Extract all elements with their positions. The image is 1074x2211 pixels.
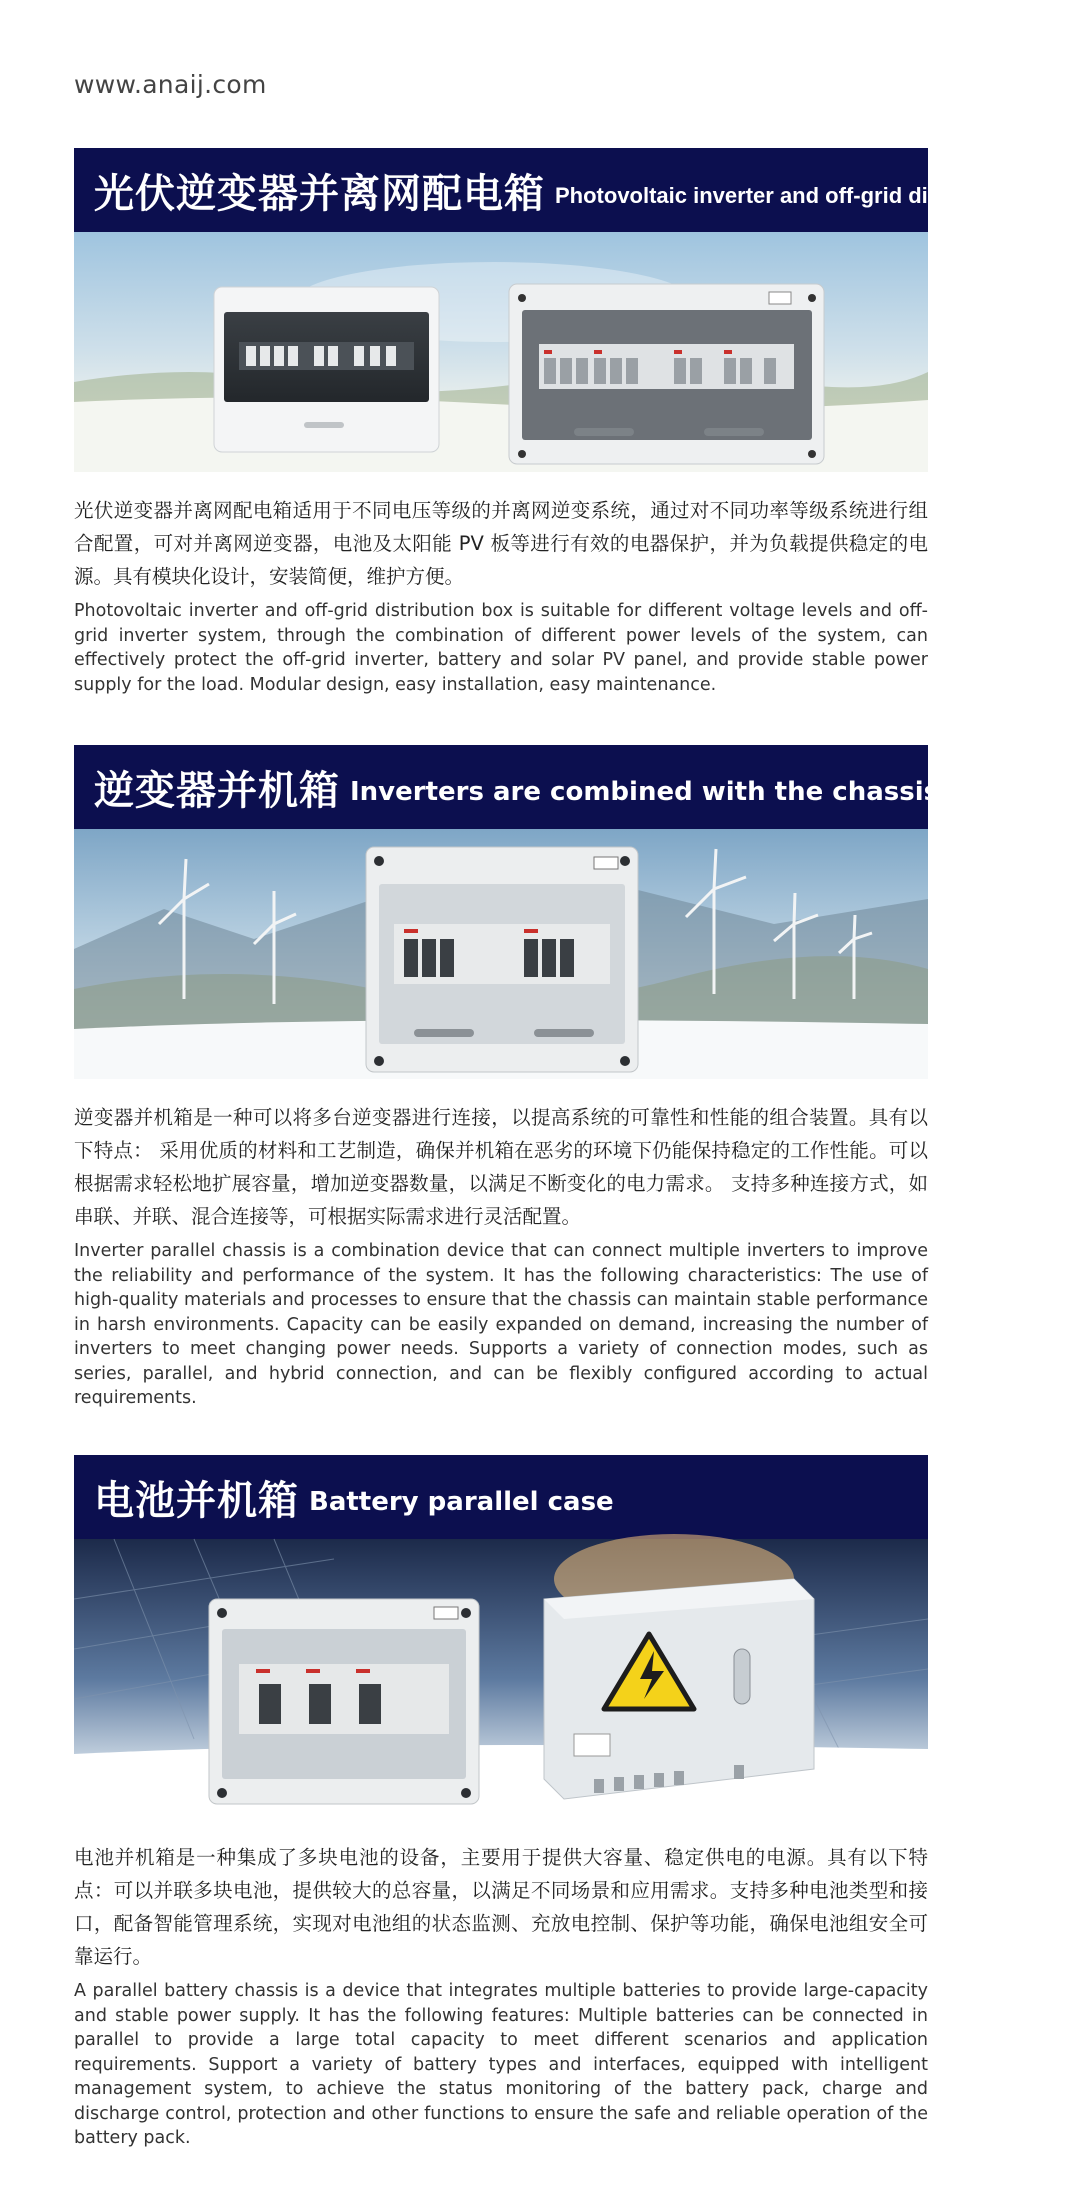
section-title-en: Photovoltaic inverter and off-grid distribution box — [555, 183, 1074, 208]
section-pv-distribution-box — [74, 148, 1074, 697]
section-description-en: A parallel battery chassis is a device that integrates multiple batteries to provide large-capacity and stable power supply. It has the following features: Multiple batteries can be connected in parallel to provide a large total capacity to meet different scenarios and application requirements. Support a variety of battery types and interfaces, equipped with intelligent management system, to achieve the status monitoring of the battery pack, charge and discharge control, protection and other functions to ensure the safe and reliable operation of the battery pack. — [74, 1981, 928, 2148]
site-url[interactable]: www.anaij.com — [74, 70, 267, 99]
section-description-zh: 光伏逆变器并离网配电箱适用于不同电压等级的并离网逆变系统，通过对不同功率等级系统进行组合配置，可对并离网逆变器，电池及太阳能 PV 板等进行有效的电器保护，并为负载提供稳定的电源。具有模块化设计，安装简便，维护方便。 — [74, 499, 928, 588]
section-banner — [74, 1455, 928, 1539]
product-photo-distribution-box — [74, 232, 928, 472]
distribution-box-small — [214, 287, 439, 452]
section-title-en: Battery parallel case — [309, 1487, 614, 1517]
section-banner — [74, 745, 940, 829]
product-photo-battery-case — [74, 1539, 928, 1819]
section-title-zh: 逆变器并机箱 — [94, 767, 340, 814]
section-banner — [74, 148, 1074, 232]
battery-case-large — [544, 1579, 814, 1799]
section-description-zh: 逆变器并机箱是一种可以将多台逆变器进行连接，以提高系统的可靠性和性能的组合装置。具有以下特点： 采用优质的材料和工艺制造，确保并机箱在恶劣的环境下仍能保持稳定的工作性能。可以根据需求轻松地扩展容量，增加逆变器数量，以满足不断变化的电力需求。 支持多种连接方式，如串联、并联、混合连接等，可根据实际需求进行灵活配置。 — [74, 1106, 928, 1228]
section-description-en: Photovoltaic inverter and off-grid distribution box is suitable for different voltage levels and off-grid inverter system, through the combination of different power levels of the system, can effectively protect the off-grid inverter, battery and solar PV panel, and provide stable power supply for the load. Modular design, easy installation, easy maintenance. — [74, 601, 928, 695]
section-inverter-chassis — [74, 745, 940, 1411]
distribution-box-large — [509, 284, 824, 464]
inverter-chassis-box — [366, 847, 638, 1072]
section-description-en: Inverter parallel chassis is a combination device that can connect multiple inverters to improve the reliability and performance of the system. It has the following characteristics: The use of high-quality materials and processes to ensure that the chassis can maintain stable performance in harsh environments. Capacity can be easily expanded on demand, increasing the number of inverters to meet changing power needs. Supports a variety of connection modes, such as series, parallel, and hybrid connection, and can be flexibly configured according to actual requirements. — [74, 1241, 928, 1408]
product-photo-inverter-chassis — [74, 829, 928, 1079]
section-title-zh: 电池并机箱 — [94, 1477, 299, 1524]
section-title-zh: 光伏逆变器并离网配电箱 — [94, 170, 545, 217]
section-description-zh: 电池并机箱是一种集成了多块电池的设备，主要用于提供大容量、稳定供电的电源。具有以下特点：可以并联多块电池，提供较大的总容量，以满足不同场景和应用需求。支持多种电池类型和接口，配备智能管理系统，实现对电池组的状态监测、充放电控制、保护等功能，确保电池组安全可靠运行。 — [74, 1846, 928, 1968]
section-title-en: Inverters are combined with the chassis — [350, 777, 940, 807]
section-battery-parallel-case — [74, 1455, 928, 2151]
battery-case-small — [209, 1599, 479, 1804]
